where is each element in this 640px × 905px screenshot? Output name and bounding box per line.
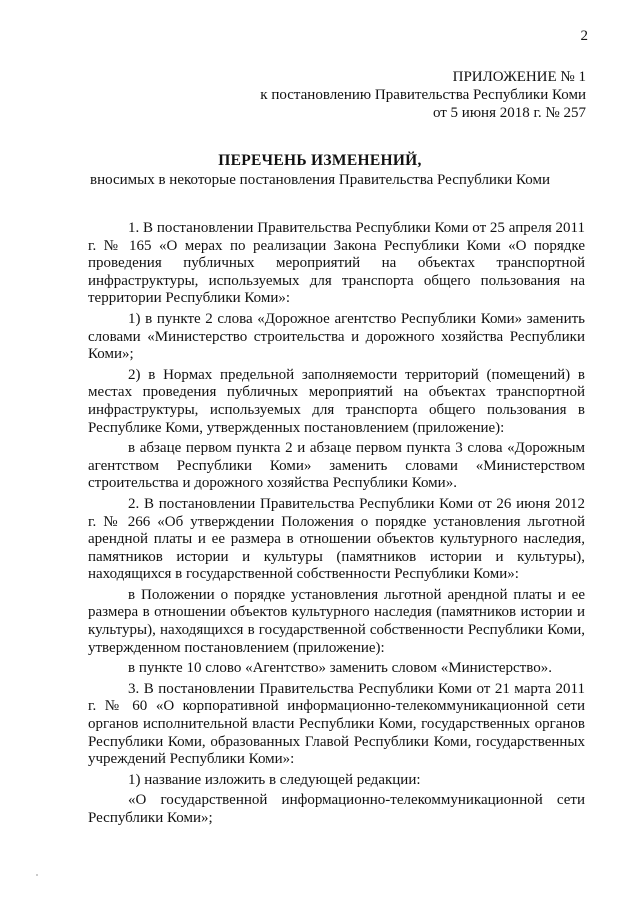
paragraph-7: в пункте 10 слово «Агентство» заменить словом «Министерство». <box>128 660 552 677</box>
paragraph-2: 1) в пункте 2 слова «Дорожное агентство Республики Коми» заменить словами «Министерство строительства и дорожного хозяйства Республики Коми»; <box>88 310 585 363</box>
document-body <box>88 220 585 828</box>
paragraph-8: 3. В постановлении Правительства Республики Коми от 21 марта 2011 г. № 60 «О корпоративной информационно-телекоммуникационной сети органов исполнительной власти Республики Коми, государственных органов Республики Коми, образованных Главой Республики Коми, государственных учреждений Республики Коми»: <box>88 680 585 768</box>
title-block <box>0 151 640 190</box>
document-subtitle: вносимых в некоторые постановления Правительства Республики Коми <box>89 172 551 188</box>
paragraph-1: 1. В постановлении Правительства Республики Коми от 25 апреля 2011 г. № 165 «О мерах по реализации Закона Республики Коми «О порядке проведения публичных мероприятий на объектах транспортной инфраструктуры, используемых для транспорта общего пользования на территории Республики Коми»: <box>88 220 585 307</box>
paragraph-3: 2) в Нормах предельной заполняемости территорий (помещений) в местах проведения публичных мероприятий на объектах транспортной инфраструктуры, используемых для транспорта общего пользования в Республике Коми, утвержденных постановлением (приложение): <box>88 366 585 436</box>
paragraph-10: «О государственной информационно-телекоммуникационной сети Республики Коми»; <box>88 792 585 826</box>
paragraph-9: 1) название изложить в следующей редакции: <box>128 771 421 788</box>
appendix-title: ПРИЛОЖЕНИЕ № 1 <box>452 69 586 85</box>
appendix-date: от 5 июня 2018 г. № 257 <box>432 105 586 121</box>
document-title: ПЕРЕЧЕНЬ ИЗМЕНЕНИЙ, <box>218 152 422 169</box>
appendix-reference: к постановлению Правительства Республики Коми <box>260 87 586 103</box>
paragraph-5: 2. В постановлении Правительства Республики Коми от 26 июня 2012 г. № 266 «Об утверждении Положения о порядке установления льготной арендной платы и ее размера в отношении объектов культурного наследия, памятников истории и культуры (памятников истории и культуры), находящихся в государственной собственности Республики Коми»: <box>88 495 585 583</box>
appendix-block <box>260 68 586 122</box>
paragraph-6: в Положении о порядке установления льготной арендной платы и ее размера в отношении объектов культурного наследия (памятников истории и культуры), находящихся в государственной собственности Республики Коми, утвержденном постановлением (приложение): <box>88 586 585 656</box>
scan-speck <box>36 874 38 876</box>
paragraph-4: в абзаце первом пункта 2 и абзаце первом пункта 3 слова «Дорожным агентством Республики Коми» заменить словами «Министерством строительства и дорожного хозяйства Республики Коми». <box>88 440 585 492</box>
page-number: 2 <box>580 28 588 44</box>
